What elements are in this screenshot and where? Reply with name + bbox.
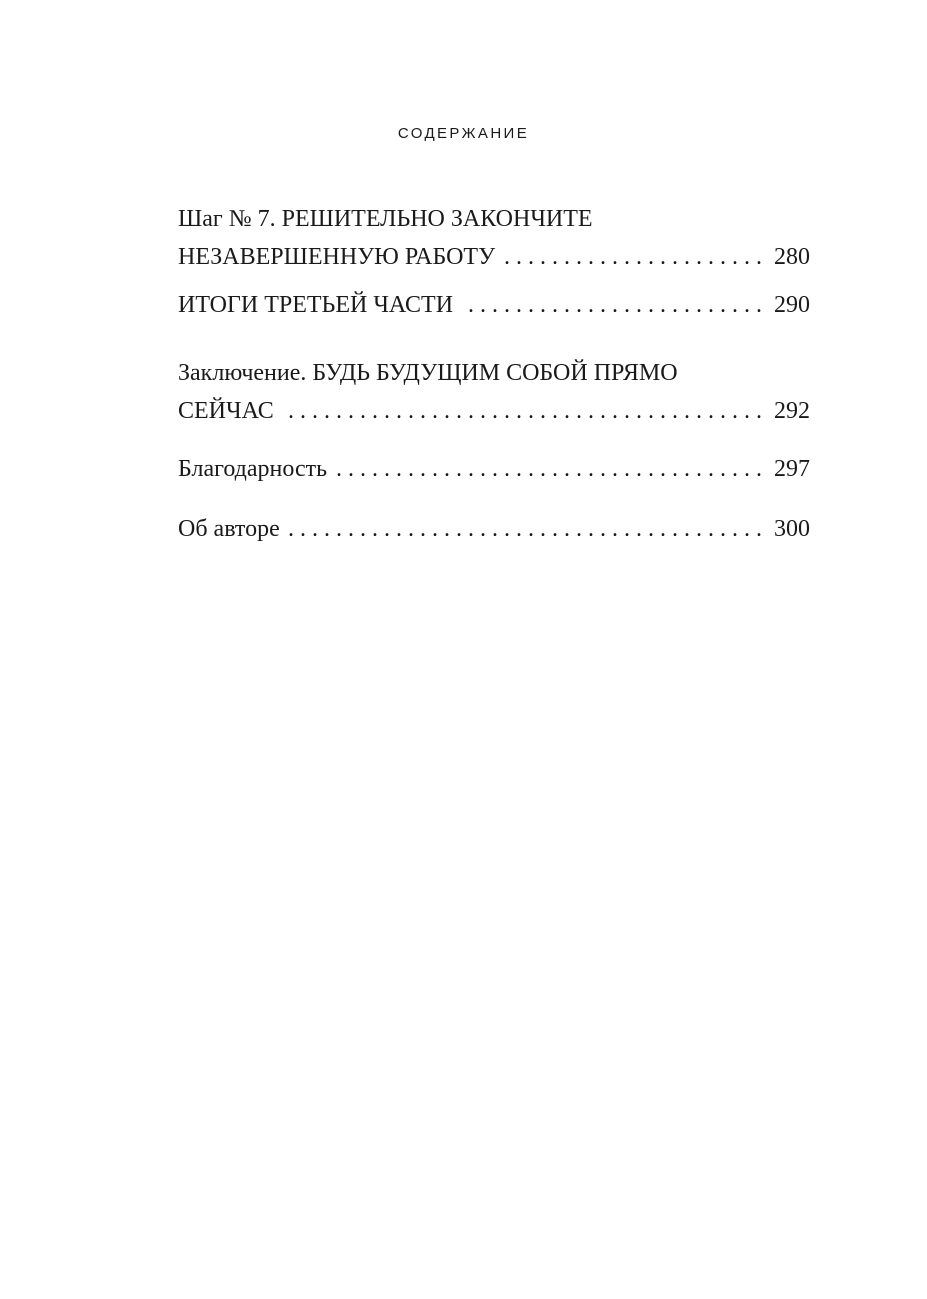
page-title: СОДЕРЖАНИЕ xyxy=(397,125,530,142)
toc-entry-conclusion[interactable] xyxy=(178,354,810,430)
toc-entry-about-author[interactable] xyxy=(178,510,810,548)
dot-leader xyxy=(288,510,762,548)
toc-page-number: 292 xyxy=(774,398,810,424)
dot-leader xyxy=(461,286,762,324)
toc-entry-step-7[interactable] xyxy=(178,200,810,276)
toc-page-number: 290 xyxy=(774,292,810,318)
dot-leader xyxy=(335,450,762,488)
toc-entry-title-line: Об авторе xyxy=(178,516,280,542)
toc-entry-title-line: Шаг № 7. РЕШИТЕЛЬНО ЗАКОНЧИТЕ xyxy=(178,206,593,232)
toc-entry-acknowledgements[interactable] xyxy=(178,450,810,488)
toc-entry-part-three-summary[interactable] xyxy=(178,286,810,324)
dot-leader xyxy=(503,238,762,276)
dot-leader xyxy=(282,392,762,430)
toc-entry-title-line: Заключение. БУДЬ БУДУЩИМ СОБОЙ ПРЯМО xyxy=(178,360,678,386)
toc-entry-title-line: НЕЗАВЕРШЕННУЮ РАБОТУ xyxy=(178,244,496,270)
toc-entry-title-line: ИТОГИ ТРЕТЬЕЙ ЧАСТИ xyxy=(178,292,454,318)
toc-page-number: 280 xyxy=(774,244,810,270)
table-of-contents xyxy=(178,200,810,548)
toc-page-number: 300 xyxy=(774,516,810,542)
toc-page-number: 297 xyxy=(774,456,810,482)
toc-entry-title-line: Благодарность xyxy=(178,456,328,482)
toc-entry-title-line: СЕЙЧАС xyxy=(178,398,274,424)
